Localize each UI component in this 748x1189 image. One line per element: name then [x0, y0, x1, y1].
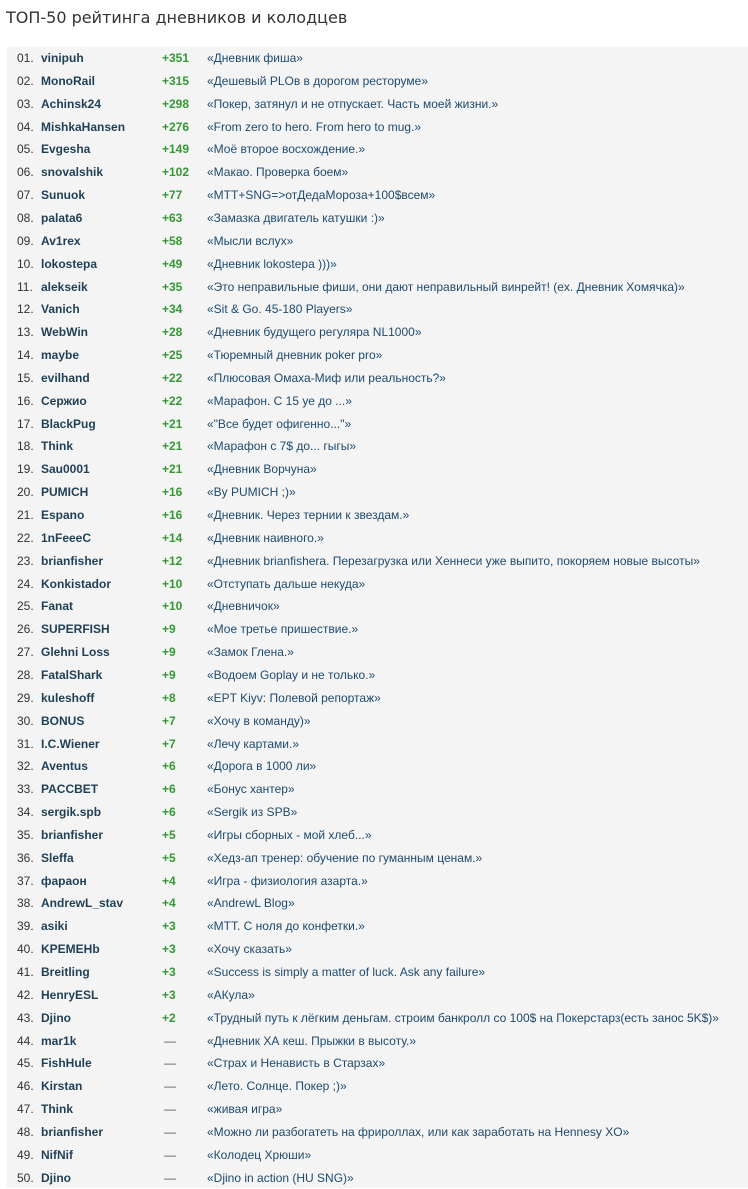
diary-title-link[interactable]: «Sit & Go. 45-180 Players»: [207, 302, 353, 317]
rating-row: [7, 276, 748, 298]
diary-title-link[interactable]: «MTT. С ноля до конфетки.»: [207, 919, 365, 934]
rank-number: 11.: [17, 279, 33, 294]
rating-row: [7, 824, 748, 846]
rating-row: [7, 344, 748, 366]
rating-score: +22: [162, 370, 183, 385]
user-nick-link[interactable]: BONUS: [41, 713, 85, 728]
user-nick-link[interactable]: mar1k: [41, 1033, 77, 1048]
diary-title-link[interactable]: «Лечу картами.»: [207, 736, 300, 751]
diary-title-link[interactable]: «Djino in action (HU SNG)»: [207, 1170, 354, 1185]
diary-title-link[interactable]: «Тюремный дневник poker pro»: [207, 348, 383, 363]
user-nick-link[interactable]: Sleffa: [41, 850, 74, 865]
diary-title-link[interactable]: «By PUMICH ;)»: [207, 485, 296, 500]
rank-number: 40.: [17, 942, 34, 957]
rank-number: 38.: [17, 896, 34, 911]
rating-score: —: [164, 1033, 176, 1048]
rating-row: [7, 184, 748, 206]
rating-score: +34: [162, 302, 183, 317]
rank-number: 08.: [17, 210, 34, 225]
rating-row: [7, 1144, 748, 1166]
rating-row: [7, 1030, 748, 1052]
user-nick-link[interactable]: Djino: [41, 1170, 71, 1185]
rating-row: [7, 116, 748, 138]
user-nick-link[interactable]: alekseik: [41, 279, 88, 294]
diary-title-link[interactable]: «Дневник наивного.»: [207, 530, 324, 545]
user-nick-link[interactable]: Sunuok: [41, 188, 85, 203]
rating-score: +298: [162, 96, 190, 111]
rank-number: 12.: [17, 302, 34, 317]
rating-score: +3: [162, 987, 176, 1002]
diary-title-link[interactable]: «живая игра»: [207, 1102, 283, 1117]
user-nick-link[interactable]: I.C.Wiener: [41, 736, 100, 751]
user-nick-link[interactable]: фараон: [41, 873, 87, 888]
rating-row: [7, 298, 748, 320]
rank-number: 21.: [17, 508, 34, 522]
rating-score: +21: [162, 439, 183, 454]
user-nick-link[interactable]: PACCBET: [41, 782, 99, 797]
rating-score: +4: [162, 873, 176, 888]
diary-title-link[interactable]: «Дневник brianfishera. Перезагрузка или Хеннеси уже выпито, покоряем новые высоты»: [207, 553, 700, 568]
rank-number: 26.: [17, 622, 34, 637]
rank-number: 39.: [17, 919, 34, 934]
rating-score: +28: [162, 325, 183, 340]
rating-score: +49: [162, 256, 183, 271]
rating-score: +9: [162, 622, 176, 637]
rank-number: 33.: [17, 782, 34, 797]
rating-score: +12: [162, 553, 183, 568]
rating-score: —: [164, 1124, 176, 1139]
rating-score: —: [164, 1102, 176, 1117]
rating-row: [7, 1075, 748, 1097]
diary-title-link[interactable]: «Лето. Солнце. Покер ;)»: [207, 1079, 347, 1094]
diary-title-link[interactable]: «Трудный путь к лёгким деньгам. строим банкролл со 100$ на Покерстарз(есть занос 5K$)»: [207, 1010, 719, 1025]
rank-number: 23.: [17, 553, 34, 568]
user-nick-link[interactable]: kuleshoff: [41, 690, 95, 705]
rating-row: [7, 527, 748, 549]
user-nick-link[interactable]: sergik.spb: [41, 805, 102, 820]
diary-title-link[interactable]: «АКула»: [207, 987, 255, 1002]
rank-number: 14.: [17, 348, 34, 363]
rank-number: 41.: [17, 965, 34, 979]
page-title: ТОП-50 рейтинга дневников и колодцев: [6, 8, 348, 27]
rating-row: [7, 138, 748, 160]
rating-row: [7, 207, 748, 229]
rating-row: [7, 710, 748, 732]
diary-title-link[interactable]: «Дневник lokostepa )))»: [207, 256, 337, 271]
rating-row: [7, 870, 748, 892]
rank-number: 22.: [17, 530, 34, 545]
diary-title-link[interactable]: «Дневник ХА кеш. Прыжки в высоту.»: [207, 1033, 417, 1048]
rank-number: 42.: [17, 987, 34, 1002]
rating-score: +25: [162, 348, 183, 363]
rank-number: 49.: [17, 1147, 34, 1162]
user-nick-link[interactable]: FishHule: [41, 1056, 92, 1071]
diary-title-link[interactable]: «Хедз-ап тренер: обучение по гуманным ценам.»: [207, 850, 483, 865]
rating-score: +35: [162, 279, 183, 294]
user-nick-link[interactable]: Think: [41, 439, 73, 454]
user-nick-link[interactable]: Espano: [41, 508, 85, 522]
rating-row: [7, 984, 748, 1006]
diary-title-link[interactable]: «EPT Kiyv: Полевой репортаж»: [207, 690, 381, 705]
rank-number: 44.: [17, 1033, 34, 1048]
diary-title-link[interactable]: «Моё второе восхождение.»: [207, 142, 366, 157]
rating-row: [7, 801, 748, 823]
rank-number: 46.: [17, 1079, 34, 1094]
rank-number: 03.: [17, 96, 34, 111]
rating-score: +21: [162, 462, 183, 477]
diary-title-link[interactable]: «Марафон с 7$ до... гыгы»: [207, 439, 357, 454]
rating-score: +351: [162, 51, 190, 65]
user-nick-link[interactable]: Aventus: [41, 759, 88, 774]
diary-title-link[interactable]: «Макао. Проверка боем»: [207, 165, 349, 180]
rating-score: +7: [162, 713, 176, 728]
diary-title-link[interactable]: «Это неправильные фиши, они дают неправильный винрейт! (ex. Дневник Хомячка)»: [207, 279, 685, 294]
rating-row: [7, 641, 748, 663]
rating-score: +58: [162, 233, 183, 248]
rating-score: +14: [162, 530, 183, 545]
rating-row: [7, 550, 748, 572]
rating-score: +10: [162, 599, 183, 614]
rating-score: +16: [162, 508, 183, 522]
rank-number: 17.: [17, 416, 34, 431]
rating-row: [7, 573, 748, 595]
rating-row: [7, 618, 748, 640]
diary-title-link[interactable]: «Игры сборных - мой хлеб...»: [207, 827, 372, 842]
rating-score: +7: [162, 736, 176, 751]
rating-row: [7, 664, 748, 686]
rating-row: [7, 230, 748, 252]
rating-score: +4: [162, 896, 176, 911]
rating-row: [7, 390, 748, 412]
diary-title-link[interactable]: «Отступать дальше некуда»: [207, 576, 366, 591]
rank-number: 36.: [17, 850, 34, 865]
rank-number: 35.: [17, 827, 34, 842]
rating-row: [7, 595, 748, 617]
user-nick-link[interactable]: BlackPug: [41, 416, 96, 431]
diary-title-link[interactable]: «Замок Глена.»: [207, 645, 294, 660]
rank-number: 27.: [17, 645, 34, 660]
user-nick-link[interactable]: Sau0001: [41, 462, 90, 477]
rating-score: +22: [162, 393, 183, 408]
diary-title-link[interactable]: «From zero to hero. From hero to mug.»: [207, 119, 422, 134]
diary-title-link[interactable]: «Замазка двигатель катушки :)»: [207, 210, 385, 225]
rating-score: +315: [162, 73, 190, 88]
rank-number: 20.: [17, 485, 34, 500]
rating-score: —: [164, 1079, 176, 1094]
rank-number: 32.: [17, 759, 34, 774]
rank-number: 30.: [17, 713, 34, 728]
rating-score: +77: [162, 188, 183, 203]
rank-number: 25.: [17, 599, 34, 614]
user-nick-link[interactable]: Achinsk24: [41, 96, 102, 111]
rating-row: [7, 504, 748, 526]
diary-title-link[interactable]: «Дневничок»: [207, 599, 280, 614]
diary-title-link[interactable]: «Дневник. Через тернии к звездам.»: [207, 508, 410, 522]
rating-score: +102: [162, 165, 190, 180]
rating-score: +6: [162, 782, 176, 797]
diary-title-link[interactable]: «Водоем Goplay и не только.»: [207, 667, 376, 682]
user-nick-link[interactable]: brianfisher: [41, 1124, 104, 1139]
rank-number: 50.: [17, 1170, 34, 1185]
rating-row: [7, 1007, 748, 1029]
rank-number: 13.: [17, 325, 34, 340]
user-nick-link[interactable]: SUPERFISH: [41, 622, 110, 637]
diary-title-link[interactable]: «Покер, затянул и не отпускает. Часть моей жизни.»: [207, 96, 499, 111]
rank-number: 45.: [17, 1056, 34, 1071]
diary-title-link[interactable]: «Марафон. С 15 уе до ...»: [207, 393, 352, 408]
rating-score: +10: [162, 576, 183, 591]
rating-row: [7, 321, 748, 343]
rating-score: +276: [162, 119, 190, 134]
rank-number: 02.: [17, 73, 34, 88]
diary-title-link[interactable]: «Плюсовая Омаха-Миф или реальность?»: [207, 370, 446, 385]
user-nick-link[interactable]: AndrewL_stav: [41, 896, 124, 911]
user-nick-link[interactable]: KPEMEHb: [41, 942, 100, 957]
rating-row: [7, 47, 748, 69]
rating-row: [7, 70, 748, 92]
user-nick-link[interactable]: evilhand: [41, 370, 90, 385]
user-nick-link[interactable]: HenryESL: [41, 987, 99, 1002]
diary-title-link[interactable]: «Бонус хантер»: [207, 782, 295, 797]
rank-number: 06.: [17, 165, 34, 180]
user-nick-link[interactable]: Kirstan: [41, 1079, 83, 1094]
rank-number: 18.: [17, 439, 34, 454]
user-nick-link[interactable]: Av1rex: [41, 233, 81, 248]
rating-row: [7, 847, 748, 869]
rating-score: —: [164, 1056, 176, 1071]
user-nick-link[interactable]: snovalshik: [41, 165, 104, 180]
diary-title-link[interactable]: «Success is simply a matter of luck. Ask any failure»: [207, 965, 486, 979]
rank-number: 07.: [17, 188, 34, 203]
rank-number: 37.: [17, 873, 34, 888]
rating-score: +21: [162, 416, 183, 431]
user-nick-link[interactable]: brianfisher: [41, 827, 104, 842]
rank-number: 48.: [17, 1124, 34, 1139]
user-nick-link[interactable]: lokostepa: [41, 256, 98, 271]
rank-number: 47.: [17, 1102, 34, 1117]
diary-title-link[interactable]: «AndrewL Blog»: [207, 896, 295, 911]
diary-title-link[interactable]: «Мое третье пришествие.»: [207, 622, 359, 637]
rating-row: [7, 733, 748, 755]
diary-title-link[interactable]: «Страх и Ненависть в Старзах»: [207, 1056, 386, 1071]
diary-title-link[interactable]: «Хочу сказать»: [207, 942, 292, 957]
user-nick-link[interactable]: FatalShark: [41, 667, 103, 682]
user-nick-link[interactable]: Djino: [41, 1010, 71, 1025]
user-nick-link[interactable]: Glehni Loss: [41, 645, 110, 660]
rank-number: 16.: [17, 393, 34, 408]
rank-number: 09.: [17, 233, 34, 248]
user-nick-link[interactable]: vinipuh: [41, 51, 84, 65]
user-nick-link[interactable]: Fanat: [41, 599, 74, 614]
rating-score: +6: [162, 805, 176, 820]
rating-score: +63: [162, 210, 183, 225]
rating-row: [7, 1121, 748, 1143]
rating-row: [7, 458, 748, 480]
rating-row: [7, 1167, 748, 1189]
rating-row: [7, 481, 748, 503]
user-nick-link[interactable]: Evgesha: [41, 142, 91, 157]
rank-number: 24.: [17, 576, 34, 591]
rating-row: [7, 93, 748, 115]
rating-row: [7, 413, 748, 435]
rating-score: +5: [162, 850, 176, 865]
user-nick-link[interactable]: MishkaHansen: [41, 119, 126, 134]
rating-row: [7, 915, 748, 937]
diary-title-link[interactable]: «Дневник будущего регуляра NL1000»: [207, 325, 422, 340]
user-nick-link[interactable]: 1nFeeeC: [41, 530, 92, 545]
diary-title-link[interactable]: «Sergik из SPB»: [207, 805, 298, 820]
rating-score: +8: [162, 690, 176, 705]
user-nick-link[interactable]: Think: [41, 1102, 73, 1117]
user-nick-link[interactable]: MonoRail: [41, 73, 95, 88]
rating-score: +149: [162, 142, 190, 157]
rating-score: +3: [162, 919, 176, 934]
rank-number: 10.: [17, 256, 34, 271]
rank-number: 05.: [17, 142, 34, 157]
diary-title-link[interactable]: «Дешевый PLOв в дорогом ресторуме»: [207, 73, 429, 88]
rating-row: [7, 161, 748, 183]
rank-number: 28.: [17, 667, 34, 682]
rating-row: [7, 435, 748, 457]
rating-row: [7, 938, 748, 960]
user-nick-link[interactable]: NifNif: [41, 1147, 73, 1162]
diary-title-link[interactable]: «Мысли вслух»: [207, 233, 294, 248]
rating-row: [7, 892, 748, 914]
user-nick-link[interactable]: Konkistador: [41, 576, 112, 591]
diary-title-link[interactable]: «Дорога в 1000 ли»: [207, 759, 317, 774]
rating-score: +16: [162, 485, 183, 500]
rating-row: [7, 778, 748, 800]
rating-score: —: [164, 1170, 176, 1185]
rating-row: [7, 687, 748, 709]
diary-title-link[interactable]: «Дневник Ворчуна»: [207, 462, 317, 477]
rank-number: 15.: [17, 370, 34, 385]
rating-score: +3: [162, 965, 176, 979]
rating-score: +9: [162, 667, 176, 682]
rank-number: 01.: [17, 51, 34, 65]
user-nick-link[interactable]: Vanich: [41, 302, 80, 317]
user-nick-link[interactable]: maybe: [41, 348, 80, 363]
diary-title-link[interactable]: «MTT+SNG=>отДедаМороза+100$всем»: [207, 188, 436, 203]
rating-score: —: [164, 1147, 176, 1162]
rating-score: +9: [162, 645, 176, 660]
rank-number: 04.: [17, 119, 34, 134]
rating-row: [7, 961, 748, 983]
rating-row: [7, 1052, 748, 1074]
rank-number: 19.: [17, 462, 34, 477]
user-nick-link[interactable]: Breitling: [41, 965, 90, 979]
diary-title-link[interactable]: «Колодец Хрюши»: [207, 1147, 312, 1162]
rating-score: +2: [162, 1010, 176, 1025]
diary-title-link[interactable]: «Можно ли разбогатеть на фрироллах, или как заработать на Hennesy XO»: [207, 1124, 630, 1139]
rating-score: +3: [162, 942, 176, 957]
user-nick-link[interactable]: Сержио: [41, 393, 87, 408]
user-nick-link[interactable]: brianfisher: [41, 553, 104, 568]
rating-score: +5: [162, 827, 176, 842]
diary-title-link[interactable]: «Дневник фиша»: [207, 51, 303, 65]
rating-score: +6: [162, 759, 176, 774]
user-nick-link[interactable]: PUMICH: [41, 485, 89, 500]
diary-title-link[interactable]: «Хочу в команду)»: [207, 713, 311, 728]
rating-row: [7, 1098, 748, 1120]
diary-title-link[interactable]: «"Все будет офигенно..."»: [207, 416, 352, 431]
user-nick-link[interactable]: asiki: [41, 919, 68, 934]
user-nick-link[interactable]: palata6: [41, 210, 83, 225]
rank-number: 31.: [17, 736, 34, 751]
rating-row: [7, 755, 748, 777]
user-nick-link[interactable]: WebWin: [41, 325, 88, 340]
rank-number: 34.: [17, 805, 34, 820]
ratings-list: [7, 47, 748, 1188]
diary-title-link[interactable]: «Игра - физиология азарта.»: [207, 873, 368, 888]
rating-row: [7, 253, 748, 275]
rating-row: [7, 367, 748, 389]
rank-number: 29.: [17, 690, 34, 705]
rank-number: 43.: [17, 1010, 34, 1025]
